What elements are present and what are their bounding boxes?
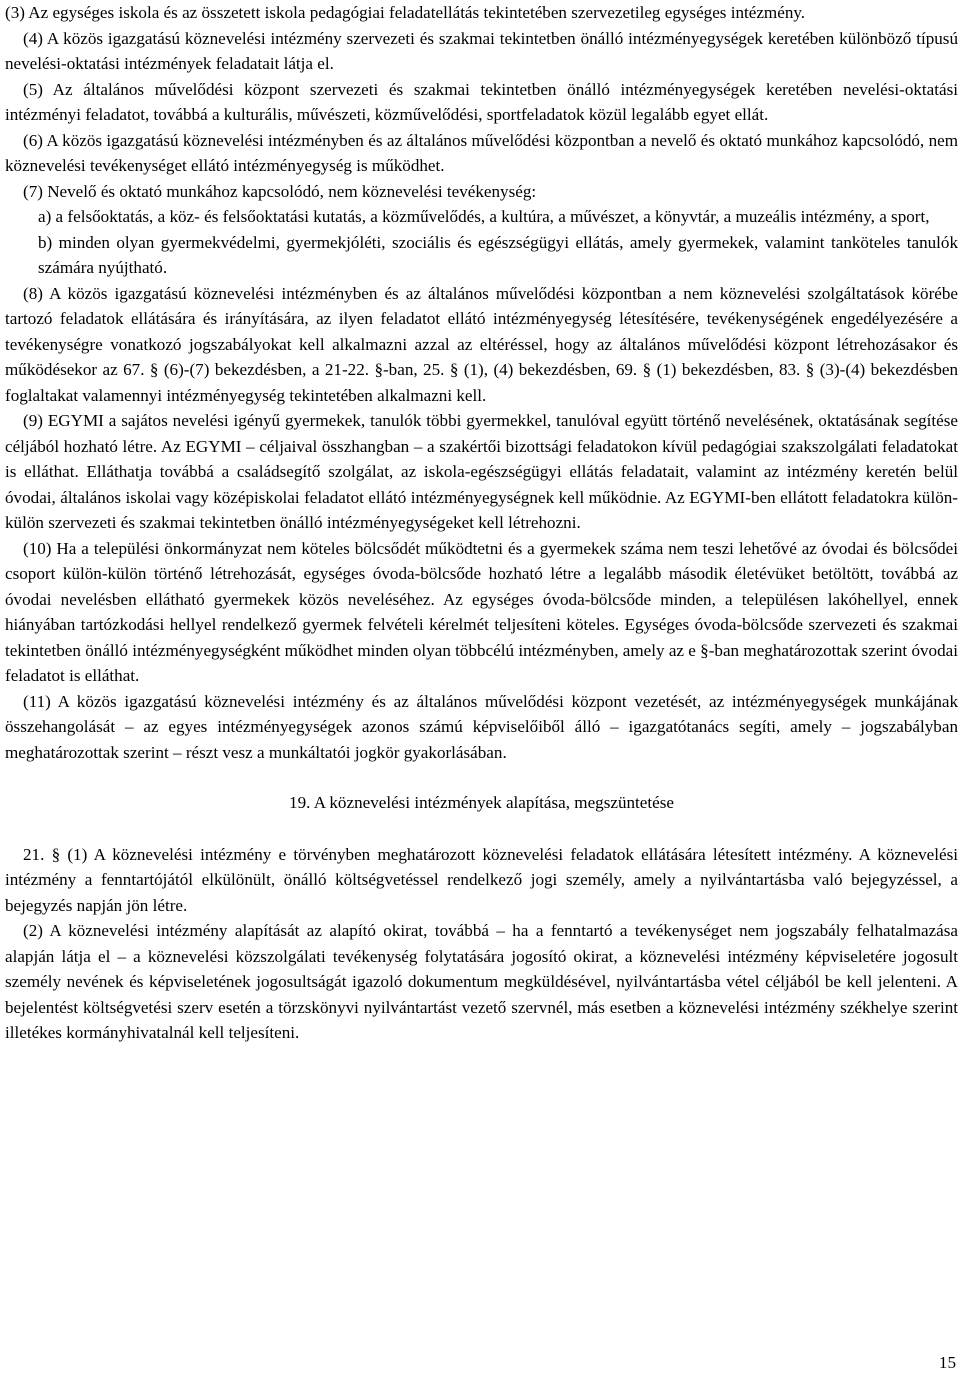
section-title: 19. A köznevelési intézmények alapítása, megszüntetése (289, 793, 674, 812)
paragraph-10: (10) Ha a települési önkormányzat nem köteles bölcsődét működtetni és a gyermekek száma nem teszi lehetővé az óvodai és bölcsődei csoport külön-külön történő létrehozását, egységes óvoda-bölcsőde hozható létre a legalább második életévüket betöltött, továbbá az óvodai nevelésben ellátható gyermekek közös neveléséhez. Az egységes óvoda-bölcsőde minden, a településen lakóhellyel, ennek hiányában tartózkodási hellyel rendelkező gyermek felvételi kérelmét teljesíteni köteles. Egységes óvoda-bölcsőde szervezeti és szakmai tekintetben önálló intézményegységként működhet minden olyan többcélú intézményben, amely az e §-ban meghatározottak szerint óvodai feladatot is elláthat. (5, 538, 958, 685)
document-page (5, 0, 958, 1046)
paragraph-7-item-b: b) minden olyan gyermekvédelmi, gyermekjóléti, szociális és egészségügyi ellátás, amely gyermekek, valamint tanköteles tanulók számára nyújtható. (38, 232, 958, 277)
paragraph-8: (8) A közös igazgatású köznevelési intézményben és az általános művelődési központban a nem köznevelési szolgáltatások körébe tartozó feladatok ellátására és irányítására, az ilyen feladatot ellátó intézményegység létesítésére, tevékenységének engedélyezésére a tevékenységre vonatkozó jogszabályokat kell alkalmazni azzal az eltéréssel, hogy az általános művelődési központ létrehozásakor és működésekor az 67. § (6)-(7) bekezdésben, a 21-22. §-ban, 25. § (1), (4) bekezdésben, 69. § (1) bekezdésben, 83. § (3)-(4) bekezdésben foglaltakat valamennyi intézményegység tekintetében alkalmazni kell. (5, 283, 958, 405)
section-21-paragraph-2: (2) A köznevelési intézmény alapítását az alapító okirat, továbbá – ha a fenntartó a tevékenységet nem jogszabály felhatalmazása alapján látja el – a köznevelési közszolgálati tevékenység folytatására jogosító okirat, a köznevelési intézmény képviseletére jogosult személy nevének és képviseletének jogosultságát igazoló dokumentum megküldésével, nyilvántartásba vétel céljából be kell jelenteni. A bejelentést költségvetési szerv esetén a törzskönyvi nyilvántartást vezető szervnél, más esetben a köznevelési intézmény székhelye szerint illetékes kormányhivatalnál kell teljesíteni. (5, 921, 958, 1042)
paragraph-6: (6) A közös igazgatású köznevelési intézményben és az általános művelődési központban a nevelő és oktató munkához kapcsolódó, nem köznevelési tevékenységet ellátó intézményegység is működhet. (5, 130, 958, 175)
paragraph-11: (11) A közös igazgatású köznevelési intézmény és az általános művelődési központ vezetését, az intézményegységek munkájának összehangolását – az egyes intézményegységek azonos számú képviselőiből álló – igazgatótanács segíti, amely – jogszabályban meghatározottak szerint – részt vesz a munkáltatói jogkör gyakorlásában. (5, 691, 958, 762)
paragraph-7: (7) Nevelő és oktató munkához kapcsolódó, nem köznevelési tevékenység: (23, 181, 537, 201)
paragraph-9: (9) EGYMI a sajátos nevelési igényű gyermekek, tanulók többi gyermekkel, tanulóval együtt történő nevelésének, oktatásának segítése céljából hozható létre. Az EGYMI – céljaival összhangban – a szakértői bizottsági feladatokon kívül pedagógiai szakszolgálati feladatokat is elláthat. Elláthatja továbbá a családsegítő szolgálat, az iskola-egészségügyi ellátás feladatait, valamint az intézmény keretén belül óvodai, általános iskolai vagy középiskolai feladatot ellátó intézményegységnek kell működnie. Az EGYMI-ben ellátott feladatokra külön-külön szervezeti és szakmai tekintetben önálló intézményegységeket kell létrehozni. (5, 411, 958, 532)
section-21-paragraph-1: 21. § (1) A köznevelési intézmény e törvényben meghatározott köznevelési feladatok ellátására létesített intézmény. A köznevelési intézmény a fenntartójától elkülönült, önálló költségvetéssel rendelkező jogi személy, amely a nyilvántartásba való bejegyzéssel, a bejegyzés napján jön létre. (5, 844, 958, 915)
paragraph-4: (4) A közös igazgatású köznevelési intézmény szervezeti és szakmai tekintetben önálló intézményegységek keretében különböző típusú nevelési-oktatási intézmények feladatait látja el. (5, 28, 958, 73)
paragraph-7-item-a: a) a felsőoktatás, a köz- és felsőoktatási kutatás, a közművelődés, a kultúra, a művészet, a könyvtár, a muzeális intézmény, a sport, (38, 207, 930, 226)
page-number: 15 (938, 1353, 956, 1372)
paragraph-3: (3) Az egységes iskola és az összetett iskola pedagógiai feladatellátás tekintetében szervezetileg egységes intézmény. (5, 3, 806, 22)
paragraph-5: (5) Az általános művelődési központ szervezeti és szakmai tekintetben önálló intézményegységek keretében nevelési-oktatási intézményi feladatot, továbbá a kulturális, művészeti, közművelődési, sportfeladatok közül legalább egyet ellát. (5, 79, 958, 124)
